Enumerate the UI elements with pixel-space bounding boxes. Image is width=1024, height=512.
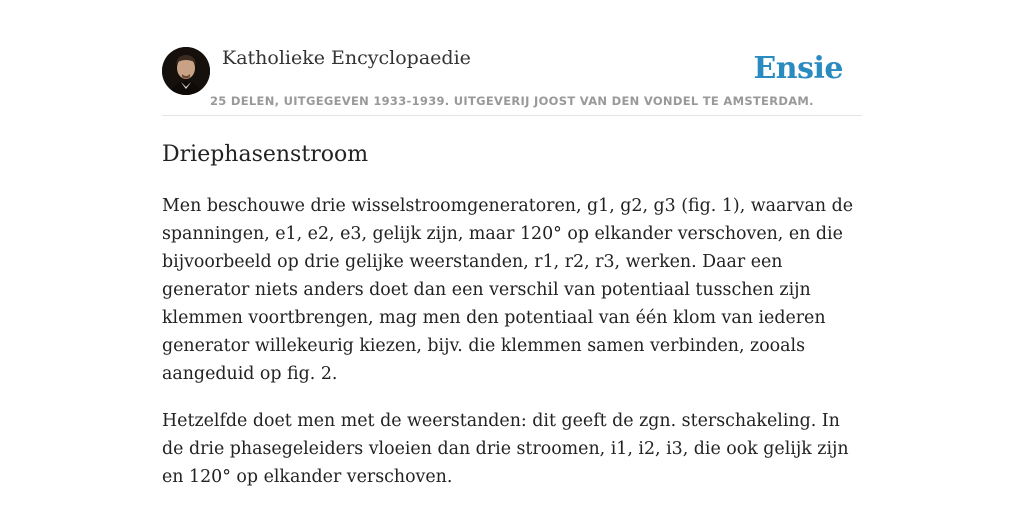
portrait-avatar-icon[interactable] [162, 47, 210, 95]
header-divider [162, 115, 862, 116]
article [162, 140, 862, 491]
site-title[interactable]: Katholieke Encyclopaedie [222, 47, 471, 69]
article-paragraph: Men beschouwe drie wisselstroomgeneratoren, g1, g2, g3 (fig. 1), waarvan de spanningen, e1, e2, e3, gelijk zijn, maar 120° op elkander verschoven, en die bijvoorbeeld op drie gelijke weerstanden, r1, r2, r3, werken. Daar een generator niets anders doet dan een verschil van potentiaal tusschen zijn klemmen voortbrengen, mag men den potentiaal van één klom van iederen generator willekeurig kiezen, bijv. die klemmen samen verbinden, zooals aangeduid op fig. 2. [162, 196, 854, 384]
site-header [162, 46, 862, 116]
site-subtitle: 25 DELEN, UITGEGEVEN 1933-1939. UITGEVERIJ JOOST VAN DEN VONDEL TE AMSTERDAM. [210, 94, 814, 108]
article-title: Driephasenstroom [162, 142, 369, 167]
brand-logo[interactable]: Ensie [753, 51, 843, 86]
portrait-graphic [162, 47, 210, 95]
article-paragraph: Hetzelfde doet men met de weerstanden: dit geeft de zgn. sterschakeling. In de drie phasegeleiders vloeien dan drie stroomen, i1, i2, i3, die ook gelijk zijn en 120° op elkander verschoven. [162, 411, 849, 487]
